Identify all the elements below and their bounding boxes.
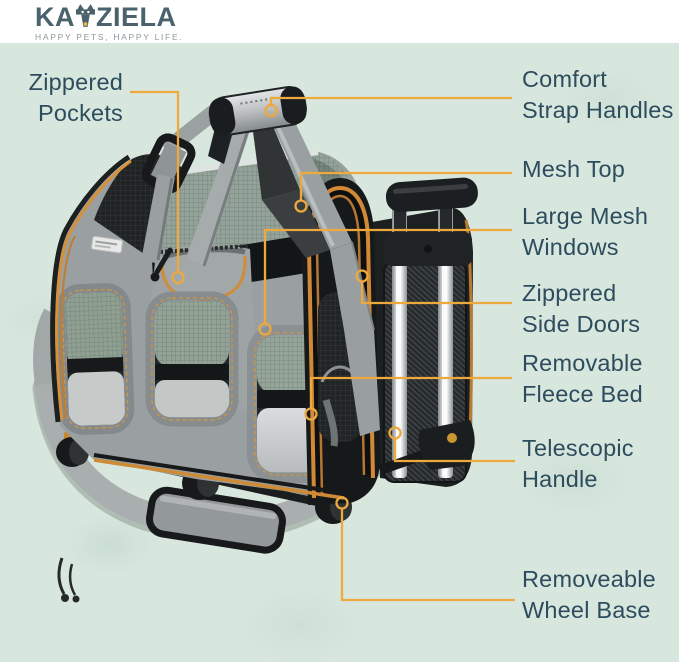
logo-text-prefix: KA [35, 2, 75, 32]
mesh-window-center [150, 296, 234, 422]
feature-label-large-mesh-windows: Large Mesh Windows [522, 203, 649, 260]
logo-text-suffix: ZIELA [96, 2, 177, 32]
feature-label-removable-fleece-bed: Removable Fleece Bed [522, 350, 643, 407]
brand-tagline: HAPPY PETS, HAPPY LIFE. [35, 32, 184, 42]
brand-wordmark [35, 3, 183, 31]
brand-logo [35, 3, 183, 42]
mesh-window-left [60, 287, 131, 431]
callout-removeable-wheel-base [337, 498, 516, 601]
header-bar [0, 0, 679, 43]
feature-label-telescopic-handle: Telescopic Handle [522, 435, 634, 492]
zipper-pull [59, 558, 64, 594]
zipper-pull [70, 564, 75, 595]
cat-face-logo-icon [76, 3, 95, 29]
feature-label-zippered-side-doors: Zippered Side Doors [522, 280, 641, 337]
strap-pad [147, 488, 284, 552]
feature-label-mesh-top: Mesh Top [522, 156, 626, 182]
feature-label-comfort-strap-handles: Comfort Strap Handles [522, 66, 674, 123]
handle-grip [385, 177, 479, 213]
feature-label-removeable-wheel-base: Removeable Wheel Base [522, 566, 656, 623]
feature-label-zippered-pockets: Zippered Pockets [28, 69, 123, 126]
